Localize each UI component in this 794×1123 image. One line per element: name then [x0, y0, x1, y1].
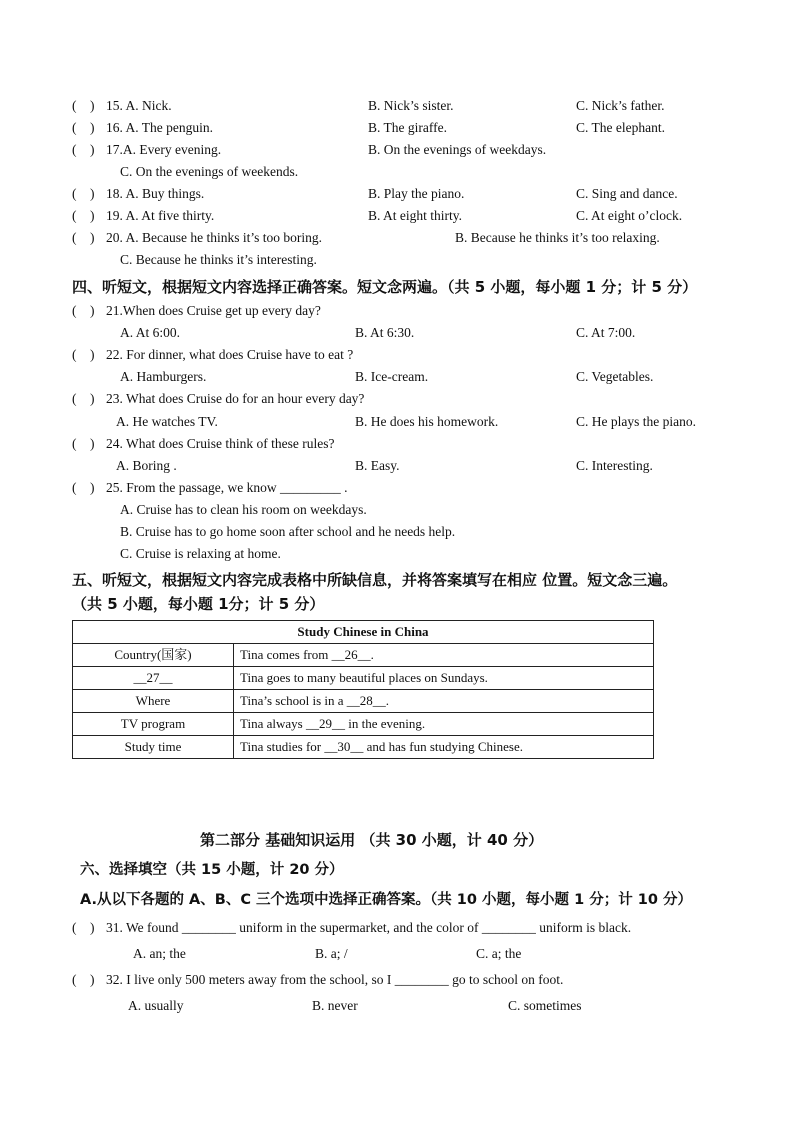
answer-paren[interactable]: ( ) [72, 98, 95, 113]
answer-blank-26[interactable]: __26__ [331, 647, 371, 662]
answer-paren[interactable]: ( ) [72, 186, 95, 201]
q21-stem: 21.When does Cruise get up every day? [106, 303, 321, 318]
q23-stem: 23. What does Cruise do for an hour every day? [106, 391, 365, 406]
q18-option-c: C. Sing and dance. [576, 186, 678, 201]
q25-stem: 25. From the passage, we know _________ . [106, 480, 348, 495]
row-text: Tina goes to many beautiful places on Sundays. [240, 670, 488, 685]
q23-option-c: C. He plays the piano. [576, 414, 696, 429]
part-2-title: 第二部分 基础知识运用 （共 30 小题，计 40 分） [200, 831, 544, 849]
q25-option-a: A. Cruise has to clean his room on weekdays. [120, 502, 367, 517]
q32-stem: 32. I live only 500 meters away from the school, so I ________ go to school on foot. [106, 972, 564, 987]
answer-paren[interactable]: ( ) [72, 347, 95, 362]
q23-option-b: B. He does his homework. [355, 414, 499, 429]
q17-option-c: C. On the evenings of weekends. [120, 164, 299, 179]
answer-paren[interactable]: ( ) [72, 230, 95, 245]
q22-option-b: B. Ice-cream. [355, 369, 429, 384]
q21-option-b: B. At 6:30. [355, 325, 415, 340]
q18-stem: 18. A. Buy things. [106, 186, 205, 201]
q17-stem: 17.A. Every evening. [106, 142, 222, 157]
q31-option-b: B. a; / [315, 946, 348, 961]
section-6-heading: 六、选择填空（共 15 小题，计 20 分） [80, 862, 344, 878]
q24-option-b: B. Easy. [355, 458, 400, 473]
answer-paren[interactable]: ( ) [72, 920, 95, 935]
q21-option-c: C. At 7:00. [576, 325, 636, 340]
q31-option-a: A. an; the [133, 946, 186, 961]
answer-paren[interactable]: ( ) [72, 208, 95, 223]
answer-blank-29[interactable]: __29__ [305, 716, 345, 731]
answer-blank-30[interactable]: __30__ [324, 739, 364, 754]
answer-paren[interactable]: ( ) [72, 480, 95, 495]
row-content [234, 644, 654, 667]
table-row [73, 667, 654, 690]
study-table [72, 620, 654, 759]
q15-option-b: B. Nick’s sister. [368, 98, 454, 113]
row-text-after: in the evening. [344, 716, 426, 731]
table-title: Study Chinese in China [73, 621, 654, 644]
answer-paren[interactable]: ( ) [72, 303, 95, 318]
q22-option-a: A. Hamburgers. [120, 369, 207, 384]
q25-option-b: B. Cruise has to go home soon after school and he needs help. [120, 524, 456, 539]
q16-stem: 16. A. The penguin. [106, 120, 213, 135]
row-text-after: . [370, 647, 374, 662]
row-text: Tina comes from [240, 647, 332, 662]
answer-paren[interactable]: ( ) [72, 972, 95, 987]
row-label: Study time [73, 736, 234, 759]
q24-option-c: C. Interesting. [576, 458, 653, 473]
row-text-after: and has fun studying Chinese. [363, 739, 523, 754]
row-content [234, 667, 654, 690]
q15-stem: 15. A. Nick. [106, 98, 172, 113]
section-5-subheading: （共 5 小题，每小题 1分；计 5 分） [72, 595, 325, 613]
answer-paren[interactable]: ( ) [72, 436, 95, 451]
q31-option-c: C. a; the [476, 946, 522, 961]
row-text: Tina studies for [240, 739, 325, 754]
q22-stem: 22. For dinner, what does Cruise have to eat ? [106, 347, 354, 362]
q18-option-b: B. Play the piano. [368, 186, 465, 201]
row-label: Where [73, 690, 234, 713]
q20-stem: 20. A. Because he thinks it’s too boring. [106, 230, 322, 245]
answer-paren[interactable]: ( ) [72, 391, 95, 406]
q17-option-b: B. On the evenings of weekdays. [368, 142, 547, 157]
q32-option-a: A. usually [128, 998, 184, 1013]
q32-option-c: C. sometimes [508, 998, 582, 1013]
q23-option-a: A. He watches TV. [116, 414, 218, 429]
q32-option-b: B. never [312, 998, 358, 1013]
answer-paren[interactable]: ( ) [72, 120, 95, 135]
q20-option-c: C. Because he thinks it’s interesting. [120, 252, 317, 267]
q19-option-b: B. At eight thirty. [368, 208, 462, 223]
q19-option-c: C. At eight o’clock. [576, 208, 683, 223]
section-5-heading: 五、听短文，根据短文内容完成表格中所缺信息，并将答案填写在相应 位置。短文念三遍。 [72, 571, 678, 589]
row-text-after: . [385, 693, 390, 708]
section-a-heading: A.从以下各题的 A、B、C 三个选项中选择正确答案。（共 10 小题，每小题 1 分；计 10 分） [80, 892, 692, 908]
q15-option-c: C. Nick’s father. [576, 98, 665, 113]
q24-stem: 24. What does Cruise think of these rules? [106, 436, 335, 451]
answer-blank-28[interactable]: __28__ [346, 693, 386, 708]
q21-option-a: A. At 6:00. [120, 325, 181, 340]
q16-option-c: C. The elephant. [576, 120, 665, 135]
q25-option-c: C. Cruise is relaxing at home. [120, 546, 281, 561]
q22-option-c: C. Vegetables. [576, 369, 654, 384]
q31-stem: 31. We found ________ uniform in the supermarket, and the color of ________ uniform is black. [106, 920, 632, 935]
row-text: Tina always [240, 716, 306, 731]
q19-stem: 19. A. At five thirty. [106, 208, 215, 223]
table-row [73, 690, 654, 713]
row-text: Tina’s school is in a [240, 693, 347, 708]
section-4-heading: 四、听短文，根据短文内容选择正确答案。短文念两遍。（共 5 小题，每小题 1 分；计 5 分） [72, 278, 698, 296]
table-row [73, 644, 654, 667]
row-content [234, 736, 654, 759]
q16-option-b: B. The giraffe. [368, 120, 447, 135]
answer-paren[interactable]: ( ) [72, 142, 95, 157]
row-content [234, 690, 654, 713]
row-label: Country(国家) [73, 644, 234, 667]
q20-option-b: B. Because he thinks it’s too relaxing. [455, 230, 660, 245]
row-label: TV program [73, 713, 234, 736]
table-row [73, 736, 654, 759]
q24-option-a: A. Boring . [116, 458, 177, 473]
answer-blank-27[interactable]: __27__ [73, 667, 234, 690]
table-row [73, 713, 654, 736]
row-content [234, 713, 654, 736]
